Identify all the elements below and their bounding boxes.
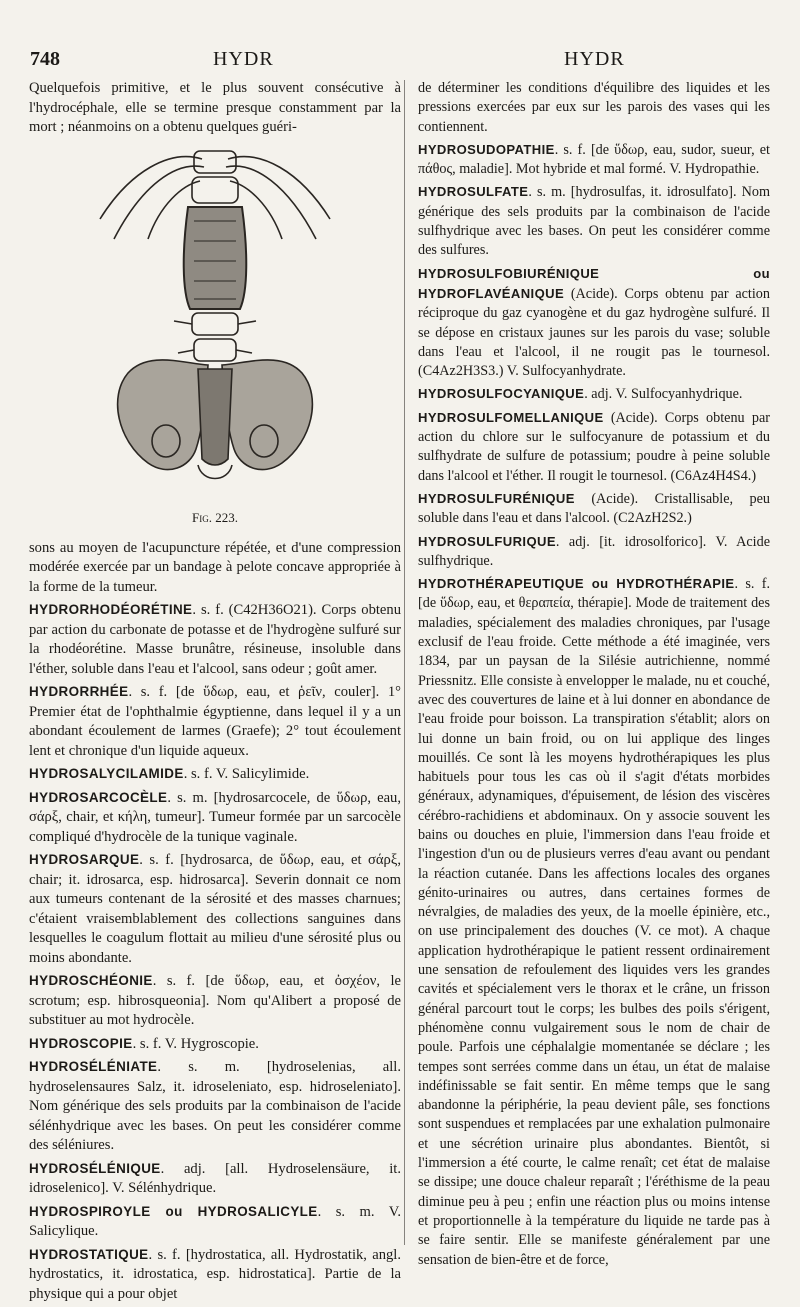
headword: HYDRORRHÉE bbox=[29, 684, 129, 699]
figure-caption: Fig. 223. bbox=[192, 509, 238, 525]
headword: HYDROSUDOPATHIE bbox=[418, 141, 555, 157]
entry-hydrorhodeoretine: HYDRORHODÉORÉTINE. s. f. (C42H36O21). Corps obtenu par action du carbonate de potasse et de l'hydrogène sulfuré sur la rhodéorétine. Masse brunâtre, résineuse, insoluble dans l'éther, soluble dans l'eau et l'alcool, sans odeur ; goût amer. bbox=[29, 602, 401, 677]
entry-continuation: de déterminer les conditions d'équilibre des liquides et les pressions exercées par eux sur les parois des vases qui les contiennent. bbox=[418, 80, 770, 135]
headword: HYDROSARCOCÈLE bbox=[29, 789, 168, 805]
entry-hydroseleniate: HYDROSÉLÉNIATE. s. m. [hydroselenias, all. hydroselensaures Salz, it. idroseleniato, esp. hidroseleniato]. Nom générique des sels produits par la combinaison de l'acide sélénhydrique avec les bases. On peut les considérer comme des séléniures. bbox=[29, 1059, 401, 1153]
entry-hydrosarque: HYDROSARQUE. s. f. [hydrosarca, de ὕδωρ, eau, et σάρξ, chair; it. idrosarca, esp. hidrosarca]. Severin donnait ce nom aux tumeurs contenant de la sérosité et des masses charnues; c'étaient vraisemblablement des collections sanguines dans lesquelles le coagulum flottait au milieu d'une sérosité plus ou moins abondante. bbox=[29, 852, 401, 966]
entry-hydrosudopathie: HYDROSUDOPATHIE. s. f. [de ὕδωρ, eau, sudor, sueur, et πάθος, maladie]. Mot hybride et mal formé. V. Hydropathie. bbox=[418, 141, 770, 178]
headword: HYDROSULFOCYANIQUE bbox=[418, 386, 585, 402]
entry-hydrorrhee: HYDRORRHÉE. s. f. [de ὕδωρ, eau, et ῥεῖν, couler]. 1° Premier état de l'ophthalmie égyptienne, dans lequel il y a un abondant écoulement de larmes (Graefe); 2° tout écoulement lent et chronique d'un liquide aqueux. bbox=[29, 684, 401, 759]
headword: HYDROSCOPIE bbox=[29, 1035, 133, 1051]
headword: HYDROSARQUE bbox=[29, 852, 140, 867]
figure-223 bbox=[29, 141, 401, 536]
headword: HYDROTHÉRAPEUTIQUE ou HYDROTHÉRAPIE bbox=[418, 576, 735, 592]
headword: HYDROSCHÉONIE bbox=[29, 973, 153, 988]
headword: HYDROSALYCILAMIDE bbox=[29, 766, 184, 781]
entry-hydrotherapeutique: HYDROTHÉRAPEUTIQUE ou HYDROTHÉRAPIE. s. f. [de ὕδωρ, eau, et θεραπεία, thérapie]. Mode de traitement des maladies, spécialement des maladies chroniques, par l'usage exclusif de l'eau froide. Cette méthode a été imaginée, vers 1834, par un paysan de la Silésie autrichienne, nommé Priessnitz. Elle consiste à envelopper le malade, nu et couché, avec des couvertures de laine et à lui donner en abondance de l'eau froide pour boisson. La transpiration s'établit; alors on lui donne un bain froid, ou on lui applique des linges mouillés. Ce sont là les moyens hydrothérapiques les plus habituels pour tous les cas où il s'agit d'états morbides généraux, adynamiques, d'épuisement, de lésion des viscères cérébro-rachidiens et abdominaux. On y associe souvent les bains ou douches en pluie, l'immersion dans l'eau froide et l'ingestion d'un ou de plusieurs verres d'eau avant ou pendant la réaction cutanée. Dans les affections locales des organes génito-urinaires ou autres, dans certaines formes de névralgies, de maladies des yeux, de la moelle épinière, etc., on use principalement des douches (V. ce mot). A chaque application hydrothérapique le patient ressent ordinairement une sensation de refoulement des liquides vers les grandes cavités et spécialement vers le thorax et le crâne, un frisson général parcourt tout le corps; les bulbes des poils s'érigent, phénomène connu vulgairement sous le nom de chair de poule. Parfois une céphalalgie momentanée se déclare ; les tempes sont serrées comme dans un étau, un état de malaise indéfinissable se fait sentir. En même temps que le sang abandonne la périphérie, la peau devient pâle, ses fonctions sont suspendues et remplacées par une exhalation pulmonaire et une sécrétion urinaire plus abondantes. Bientôt, si l'immersion a été courte, le calme renaît; cet état de malaise se dissipe; une douce chaleur reparaît ; l'éréthisme de la peau diminue peu à peu ; enfin une réaction plus ou moins intense et proportionnelle à la température du liquide ne tarde pas à se faire sentir. Elle se manifeste généralement par une sensation de bien-être et de force, bbox=[418, 576, 770, 1268]
left-running-head: HYDR bbox=[213, 48, 274, 70]
running-header bbox=[30, 48, 770, 74]
left-column bbox=[29, 79, 401, 1307]
right-column bbox=[418, 79, 770, 1273]
entry-hydroselenique: HYDROSÉLÉNIQUE. adj. [all. Hydroselensäure, it. idroselenico]. V. Sélénhydrique. bbox=[29, 1160, 401, 1196]
headword: HYDROSPIROYLE ou HYDROSALICYLE bbox=[29, 1203, 318, 1219]
entry-hydrostatique: HYDROSTATIQUE. s. f. [hydrostatica, all. Hydrostatik, angl. hydrostatics, it. idrostatica, esp. hidrostatica]. Partie de la physique qui a pour objet bbox=[29, 1246, 401, 1302]
entry-hydrosulfate: HYDROSULFATE. s. m. [hydrosulfas, it. idrosulfato]. Nom générique des sels produits par la combinaison de l'acide sulfhydrique avec les bases. On peut les considérer comme des sulfures. bbox=[418, 184, 770, 259]
headword: HYDROSÉLÉNIQUE bbox=[29, 1160, 161, 1176]
entry-hydrospiroyle: HYDROSPIROYLE ou HYDROSALICYLE. s. m. V. Salicylique. bbox=[29, 1203, 401, 1239]
headword: HYDROSTATIQUE bbox=[29, 1246, 149, 1262]
entry-paragraph: sons au moyen de l'acupuncture répétée, et d'une compression modérée exercée par un bandage à pelote concave appropriée à la forme de la tumeur. bbox=[29, 539, 401, 595]
headword: HYDROSULFURIQUE bbox=[418, 533, 556, 549]
headword: HYDROSULFOMELLANIQUE bbox=[418, 409, 604, 425]
entry-hydrosulfocyanique: HYDROSULFOCYANIQUE. adj. V. Sulfocyanhydrique. bbox=[418, 386, 743, 403]
headword: HYDROSULFOBIURÉNIQUE ou HYDROFLAVÉANIQUE bbox=[418, 265, 770, 301]
entry-hydrosulfurenique: HYDROSULFURÉNIQUE (Acide). Cristallisable, peu soluble dans l'eau et dans l'alcool. (C2AzH2S2.) bbox=[418, 490, 770, 527]
entry-paragraph: Quelquefois primitive, et le plus souvent consécutive à l'hydrocéphale, elle se termine presque constamment par la mort ; néanmoins on a obtenu quelques guéri- bbox=[29, 80, 401, 135]
right-running-head: HYDR bbox=[564, 48, 625, 70]
headword: HYDRORHODÉORÉTINE bbox=[29, 602, 193, 617]
column-divider bbox=[404, 80, 405, 1245]
entry-hydrosalycilamide: HYDROSALYCILAMIDE. s. f. V. Salicylimide. bbox=[29, 766, 310, 782]
headword: HYDROSÉLÉNIATE bbox=[29, 1059, 158, 1074]
entry-hydrosulfurique: HYDROSULFURIQUE. adj. [it. idrosolforico]. V. Acide sulfhydrique. bbox=[418, 533, 770, 569]
page-number: 748 bbox=[30, 48, 60, 70]
spine-pelvis-illustration bbox=[90, 141, 340, 506]
entry-hydrosulfobiurenique: HYDROSULFOBIURÉNIQUE ou HYDROFLAVÉANIQUE (Acide). Corps obtenu par action réciproque du gaz cyanogène et du gaz hydrogène sulfuré. Il se dépose en cristaux jaunes sur les parois du vase; soluble dans l'eau et l'alcool, il ne rougit pas le tournesol. (C4Az2H3S3.) V. Sulfocyanhydrate. bbox=[418, 265, 770, 380]
entry-hydroscopie: HYDROSCOPIE. s. f. V. Hygroscopie. bbox=[29, 1035, 259, 1052]
headword: HYDROSULFATE bbox=[418, 184, 529, 200]
headword: HYDROSULFURÉNIQUE bbox=[418, 490, 575, 506]
entry-hydrosarcocele: HYDROSARCOCÈLE. s. m. [hydrosarcocele, de ὕδωρ, eau, σάρξ, chair, et κήλη, tumeur]. Tumeur formée par un sarcocèle compliqué d'hydrocèle de la tunique vaginale. bbox=[29, 789, 401, 845]
entry-hydrosulfomellanique: HYDROSULFOMELLANIQUE (Acide). Corps obtenu par action du chlore sur le sulfocyanure de potassium et du sulfhydrate de sulfure de potassium; poudre à peine soluble dans l'alcool et l'éther. Il rougit le tournesol. (C6Az4H4S4.) bbox=[418, 409, 770, 484]
entry-hydroscheonie: HYDROSCHÉONIE. s. f. [de ὕδωρ, eau, et ὀσχέον, le scrotum; esp. hibrosqueonia]. Nom qu'Alibert a proposé de substituer au mot hydrocèle. bbox=[29, 973, 401, 1028]
